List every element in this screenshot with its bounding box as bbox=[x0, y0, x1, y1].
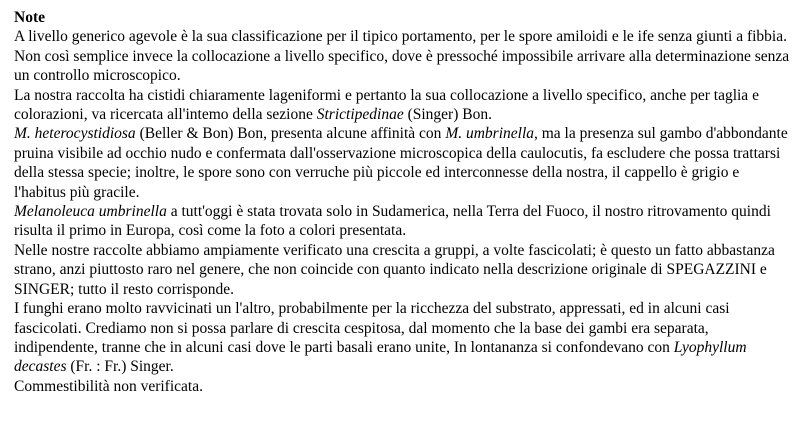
paragraph-group-growth bbox=[14, 241, 790, 299]
text-segment: I funghi erano molto ravvicinati un l'altro, probabilmente per la ricchezza del substrato, appressati, ed in alcuni casi fascicolati. Crediamo non si possa parlare di crescita cespitosa, dal momento che la base dei gambi era separata, indipendente, tranne che in alcuni casi dove le parti basali erano unite, In lontananza si confondevano con bbox=[14, 300, 730, 356]
paragraph-section-strictipedinae bbox=[14, 86, 790, 125]
species-name-italic: Melanoleuca umbrinella bbox=[14, 203, 167, 221]
text-segment: Nelle nostre raccolte abbiamo ampiamente verificato una crescita a gruppi, a volte fascicolati; è questo un fatto abbastanza strano, anzi piuttosto raro nel genere, che non coincide con quanto indicato nella descrizione originale di SPEGAZZINI e SINGER; tutto il resto corrisponde. bbox=[14, 241, 775, 298]
species-name-italic: Lyophyllum decastes bbox=[14, 338, 747, 376]
paragraph-melanoleuca-umbrinella bbox=[14, 202, 790, 241]
text-segment: , ma la presenza sul gambo d'abbondante pruina visibile ad occhio nudo e confermata dall'osservazione microscopica della caulocutis, fa escludere che possa trattarsi della stessa specie; inoltre, le spore sono con verruche più piccole ed interconnesse della nostra, il cappello è grigio e l'habitus più gracile. bbox=[14, 125, 788, 201]
text-segment: a tutt'oggi è stata trovata solo in Sudamerica, nella Terra del Fuoco, il nostro ritrovamento quindi risulta il primo in Europa, così come la foto a colori presentata. bbox=[14, 203, 771, 240]
text-segment: La nostra raccolta ha cistidi chiaramente lageniformi e pertanto la sua collocazione a livello specifico, anche per taglia e colorazioni, va ricercata all'intemo della sezione bbox=[14, 86, 759, 124]
paragraph-generic-classification bbox=[14, 27, 790, 85]
paragraph-m-heterocystidiosa bbox=[14, 124, 790, 202]
note-heading: Note bbox=[14, 9, 45, 26]
species-name-italic: M. heterocystidiosa bbox=[14, 125, 136, 143]
text-segment: (Singer) Bon. bbox=[403, 106, 492, 124]
text-segment: A livello generico agevole è la sua classificazione per il tipico portamento, per le spore amiloidi e le ife senza giunti a fibbia. Non così semplice invece la collocazione a livello specifico, dove è pressoché impossibile arrivare alla determinazione senza un controllo microscopico. bbox=[14, 28, 790, 85]
paragraph-fascicolati bbox=[14, 299, 790, 377]
species-name-italic: M. umbrinella bbox=[445, 125, 534, 143]
text-segment: (Beller & Bon) Bon, presenta alcune affinità con bbox=[135, 125, 446, 143]
text-segment: Commestibilità non verificata. bbox=[14, 377, 203, 395]
text-segment: (Fr. : Fr.) Singer. bbox=[66, 358, 174, 376]
species-name-italic: Strictipedinae bbox=[316, 106, 404, 124]
paragraph-edibility bbox=[14, 377, 790, 396]
